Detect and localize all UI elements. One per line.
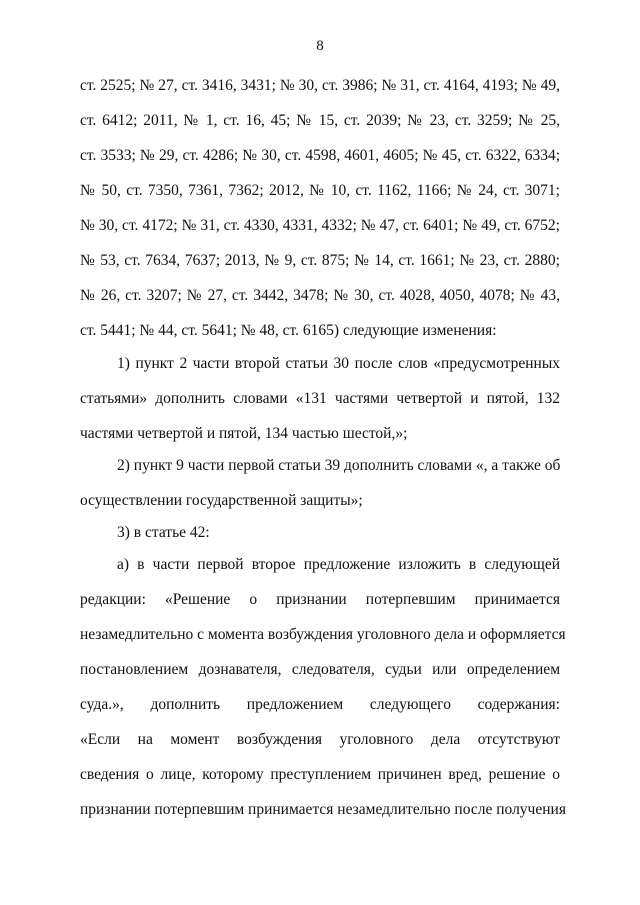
paragraph-first-line: а) в части первой второе предложение изложить в следующей xyxy=(117,556,560,573)
text-line: № 53, ст. 7634, 7637; 2013, № 9, ст. 875; № 14, ст. 1661; № 23, ст. 2880; xyxy=(80,252,560,269)
text-line: № 26, ст. 3207; № 27, ст. 3442, 3478; № 30, ст. 4028, 4050, 4078; № 43, xyxy=(80,287,560,304)
text-line: № 30, ст. 4172; № 31, ст. 4330, 4331, 4332; № 47, ст. 6401; № 49, ст. 6752; xyxy=(80,217,560,234)
text-line: статьями» дополнить словами «131 частями четвертой и пятой, 132 xyxy=(80,390,560,407)
text-line: ст. 6412; 2011, № 1, ст. 16, 45; № 15, ст. 2039; № 23, ст. 3259; № 25, xyxy=(80,112,560,129)
text-line: «Если на момент возбуждения уголовного дела отсутствуют xyxy=(80,731,560,748)
paragraph-first-line: 1) пункт 2 части второй статьи 30 после слов «предусмотренных xyxy=(117,355,560,372)
page-number: 8 xyxy=(316,38,324,54)
text-line: редакции: «Решение о признании потерпевшим принимается xyxy=(80,591,560,608)
text-line: № 50, ст. 7350, 7361, 7362; 2012, № 10, ст. 1162, 1166; № 24, ст. 3071; xyxy=(80,182,560,199)
text-line: признании потерпевшим принимается незамедлительно после получения xyxy=(80,801,566,818)
text-line: сведения о лице, которому преступлением причинен вред, решение о xyxy=(80,766,560,783)
text-line: ст. 2525; № 27, ст. 3416, 3431; № 30, ст. 3986; № 31, ст. 4164, 4193; № 49, xyxy=(80,77,560,94)
text-line: незамедлительно с момента возбуждения уголовного дела и оформляется xyxy=(80,626,566,643)
text-line: ст. 5441; № 44, ст. 5641; № 48, ст. 6165) следующие изменения: xyxy=(80,322,497,339)
text-line: частями четвертой и пятой, 134 частью шестой,»; xyxy=(80,425,408,442)
text-line: осуществлении государственной защиты»; xyxy=(80,492,363,509)
paragraph-first-line: 2) пункт 9 части первой статьи 39 дополнить словами «, а также об xyxy=(117,457,561,474)
text-line: суда.», дополнить предложением следующего содержания: xyxy=(80,696,560,713)
text-line: ст. 3533; № 29, ст. 4286; № 30, ст. 4598, 4601, 4605; № 45, ст. 6322, 6334; xyxy=(80,147,560,164)
paragraph-first-line: 3) в статье 42: xyxy=(117,524,210,541)
text-line: постановлением дознавателя, следователя, судьи или определением xyxy=(80,661,560,678)
